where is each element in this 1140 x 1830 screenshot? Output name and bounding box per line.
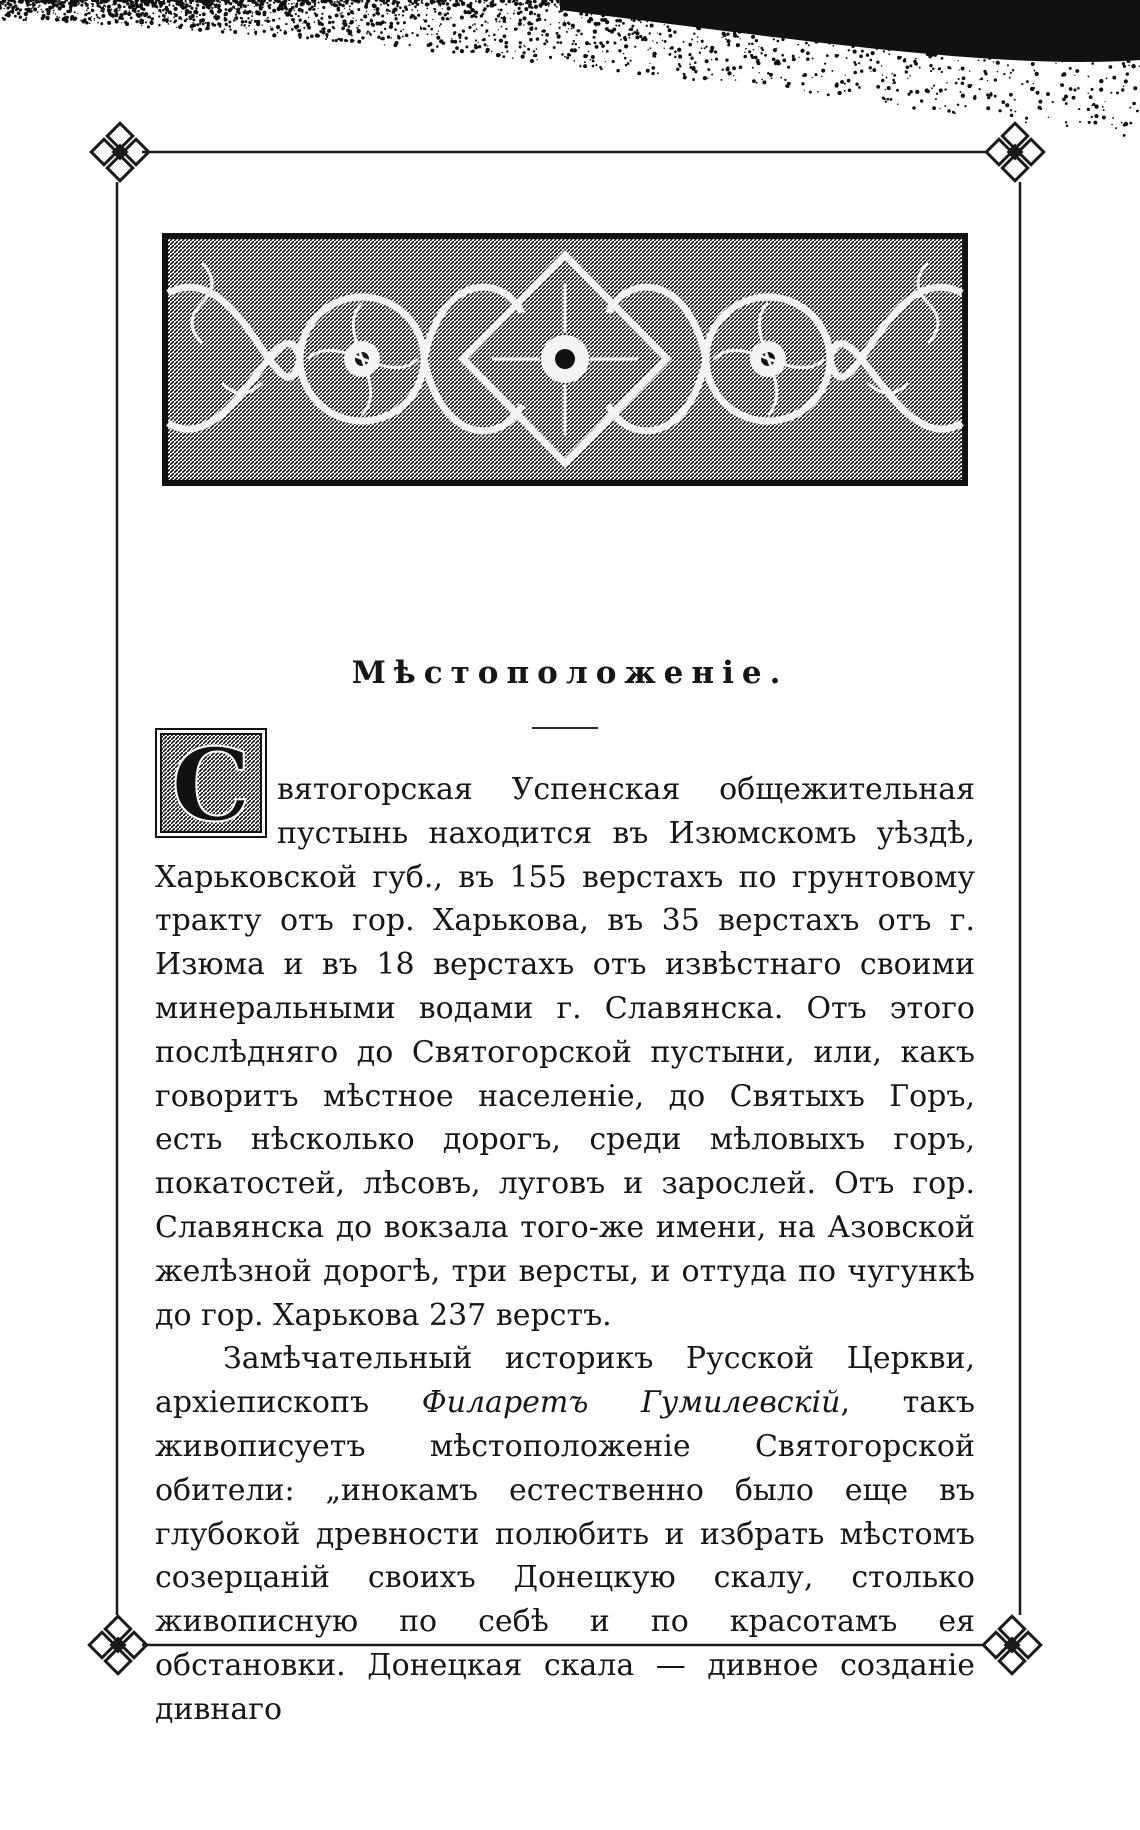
corner-knot-icon (983, 1616, 1040, 1673)
title-divider (532, 727, 598, 729)
knot-center (1004, 1637, 1021, 1654)
corner-knot-icon (91, 123, 148, 180)
paragraph-quote (155, 1337, 975, 1731)
author-name: Филаретъ Гумилевскій (421, 1385, 841, 1421)
chapter-title: Мѣстоположеніе. (351, 655, 789, 691)
ornamental-headpiece (162, 233, 968, 486)
knot-center (110, 1637, 127, 1654)
corner-knot-icon (986, 123, 1043, 180)
body-text (155, 728, 975, 1732)
dropcap-letter: С (171, 728, 251, 838)
paragraph-location: вятогорская Успенская общежительная пустынь находится въ Изюмскомъ уѣздѣ, Харьковской губ., въ 155 верстахъ по грунтовому тракту отъ гор. Харькова, въ 35 верстахъ отъ г. Изюма и въ 18 верстахъ отъ извѣстнаго своими минеральными водами г. Славянска. Отъ этого послѣдняго до Святогорской пустыни, или, какъ говоритъ мѣстное населеніе, до Святыхъ Горъ, есть нѣсколько дорогъ, среди мѣловыхъ горъ, покатостей, лѣсовъ, луговъ и зарослей. Отъ гор. Славянска до вокзала того-же имени, на Азовской желѣзной дорогѣ, три версты, и оттуда по чугункѣ до гор. Харькова 237 верстъ. (155, 772, 975, 1333)
ornamental-dropcap (155, 728, 267, 838)
knot-center (112, 144, 129, 161)
corner-knot-icon (89, 1616, 146, 1673)
knot-center (1007, 144, 1024, 161)
paragraph-quote-intro: Замѣчательный историкъ Русской Церкви, архіепископъ (155, 1341, 975, 1421)
paragraph-quote-body: , такъ живописуетъ мѣстоположеніе Святогорской обители: „инокамъ естественно было еще въ глубокой древности полюбить и избрать мѣстомъ созерцаній своихъ Донецкую скалу, столько живописную по себѣ и по красотамъ ея обстановки. Донецкая скала — дивное созданіе дивнаго (155, 1385, 975, 1727)
